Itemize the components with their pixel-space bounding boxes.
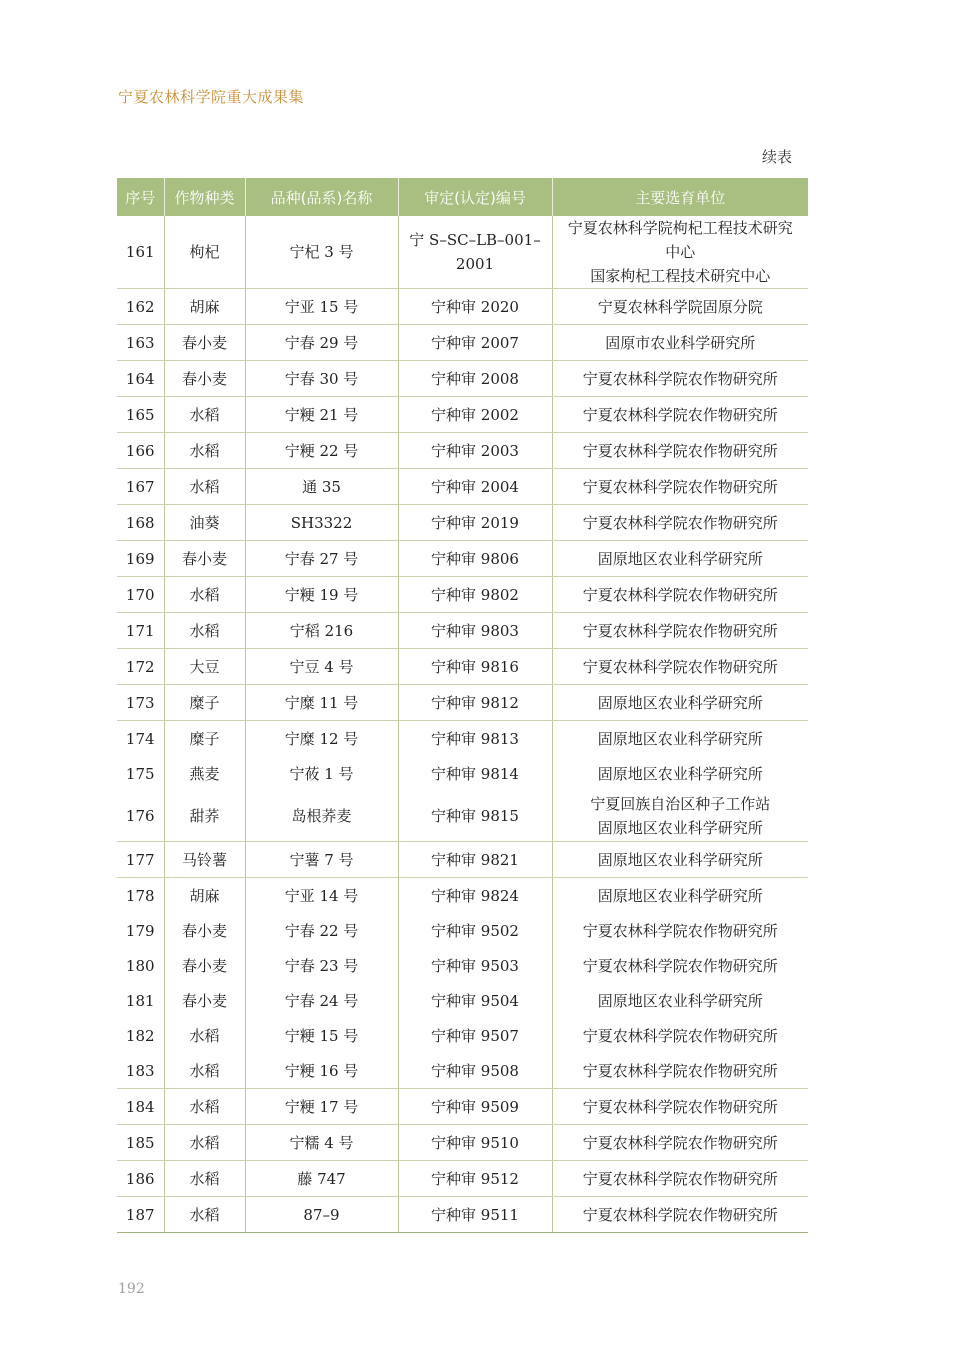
cell-no: 183 [117, 1053, 164, 1089]
cell-variety: SH3322 [245, 505, 398, 541]
cell-no: 186 [117, 1161, 164, 1197]
cell-unit-line: 固原市农业科学研究所 [605, 333, 756, 352]
cell-no: 165 [117, 397, 164, 433]
cell-code [398, 1089, 552, 1125]
cell-code-line: 宁种审 9803 [431, 621, 519, 640]
table-row [117, 433, 808, 469]
cell-no: 181 [125, 991, 155, 1010]
cell-unit-line: 宁夏农林科学院农作物研究所 [582, 441, 778, 460]
cell-unit [552, 613, 808, 649]
cell-variety: 87–9 [245, 1197, 398, 1233]
cell-variety: 宁春 24 号 [245, 983, 398, 1018]
cell-code-line: 宁种审 2004 [431, 477, 519, 496]
cell-code [398, 842, 552, 878]
cell-variety: 宁豆 4 号 [245, 649, 398, 685]
cell-unit [552, 685, 808, 721]
cell-code-line: 宁种审 9816 [431, 657, 519, 676]
cell-code-line: 宁种审 2008 [431, 369, 519, 388]
table-row [117, 1125, 808, 1161]
cell-unit [552, 842, 808, 878]
cell-unit-line: 宁夏农林科学院农作物研究所 [582, 657, 778, 676]
table-row [117, 1053, 808, 1089]
cell-code-line: 宁种审 9508 [431, 1061, 519, 1080]
cell-no: 185 [117, 1125, 164, 1161]
cell-unit [552, 1125, 808, 1161]
table-row [117, 541, 808, 577]
cell-code-line: 宁种审 9802 [431, 585, 519, 604]
cell-crop: 糜子 [164, 721, 245, 757]
cell-code [398, 541, 552, 577]
varieties-table [117, 178, 808, 1233]
table-row [117, 913, 808, 948]
cell-crop: 油葵 [164, 505, 245, 541]
column-header-crop: 作物种类 [164, 178, 245, 216]
cell-variety: 宁粳 15 号 [245, 1018, 398, 1053]
cell-variety: 宁亚 14 号 [245, 878, 398, 914]
cell-code [398, 721, 552, 757]
cell-unit [552, 469, 808, 505]
table-row [117, 948, 808, 983]
cell-code-line: 宁种审 2020 [431, 297, 519, 316]
cell-unit-line: 固原地区农业科学研究所 [597, 850, 763, 869]
cell-unit-line: 宁夏农林科学院农作物研究所 [582, 405, 778, 424]
cell-unit-line: 宁夏农林科学院固原分院 [597, 297, 763, 316]
cell-code-line: 宁种审 9821 [431, 850, 519, 869]
cell-variety: 宁糜 11 号 [245, 685, 398, 721]
cell-no: 163 [117, 325, 164, 361]
cell-code [398, 756, 552, 791]
cell-unit-line: 固原地区农业科学研究所 [597, 693, 763, 712]
cell-code [398, 397, 552, 433]
cell-unit [552, 1161, 808, 1197]
cell-crop: 马铃薯 [164, 842, 245, 878]
cell-crop: 水稻 [164, 397, 245, 433]
cell-no: 179 [125, 921, 155, 940]
cell-unit-line: 国家枸杞工程技术研究中心 [590, 267, 771, 285]
cell-unit [552, 325, 808, 361]
cell-variety: 宁糜 12 号 [245, 721, 398, 757]
cell-crop: 甜荞 [164, 791, 245, 842]
cell-unit-line: 宁夏农林科学院农作物研究所 [582, 956, 778, 975]
cell-no: 162 [117, 289, 164, 325]
cell-code-line: 宁种审 9812 [431, 693, 519, 712]
cell-unit-line: 宁夏农林科学院农作物研究所 [582, 1097, 778, 1116]
cell-crop: 水稻 [164, 1018, 245, 1053]
cell-unit [552, 721, 808, 757]
cell-no: 173 [117, 685, 164, 721]
cell-crop: 水稻 [164, 613, 245, 649]
column-header-variety: 品种(品系)名称 [245, 178, 398, 216]
cell-no: 180 [125, 956, 155, 975]
cell-variety: 岛根荞麦 [245, 791, 398, 842]
cell-crop: 大豆 [164, 649, 245, 685]
cell-unit-line: 宁夏农林科学院农作物研究所 [582, 621, 778, 640]
cell-crop: 春小麦 [164, 913, 245, 948]
table-row [117, 361, 808, 397]
cell-crop: 胡麻 [164, 878, 245, 914]
cell-variety: 宁春 29 号 [245, 325, 398, 361]
cell-code [398, 361, 552, 397]
cell-variety: 宁春 30 号 [245, 361, 398, 397]
cell-code-line: 宁种审 9502 [431, 921, 519, 940]
cell-crop: 胡麻 [164, 289, 245, 325]
cell-code-line: 宁种审 2007 [431, 333, 519, 352]
cell-unit-line: 宁夏农林科学院农作物研究所 [582, 1133, 778, 1152]
cell-unit-line: 固原地区农业科学研究所 [597, 991, 763, 1010]
cell-crop: 春小麦 [164, 948, 245, 983]
cell-code [398, 216, 552, 289]
cell-no: 178 [125, 886, 155, 905]
cell-unit [552, 913, 808, 948]
cell-no: 177 [117, 842, 164, 878]
cell-no: 172 [117, 649, 164, 685]
cell-unit [552, 289, 808, 325]
cell-crop: 燕麦 [164, 756, 245, 791]
table-row [117, 505, 808, 541]
cell-code [398, 469, 552, 505]
cell-variety: 宁春 27 号 [245, 541, 398, 577]
cell-code [398, 878, 552, 914]
cell-unit-line: 固原地区农业科学研究所 [597, 819, 763, 837]
table-row [117, 791, 808, 842]
table-row [117, 577, 808, 613]
cell-crop: 春小麦 [164, 361, 245, 397]
table-row [117, 1197, 808, 1233]
cell-unit-line: 固原地区农业科学研究所 [597, 729, 763, 748]
cell-code-line: 宁种审 9813 [431, 729, 519, 748]
table-row [117, 469, 808, 505]
cell-no: 168 [117, 505, 164, 541]
table-row [117, 685, 808, 721]
column-header-unit: 主要选育单位 [552, 178, 808, 216]
cell-no: 184 [117, 1089, 164, 1125]
cell-variety: 宁粳 16 号 [245, 1053, 398, 1089]
cell-no: 171 [117, 613, 164, 649]
cell-crop: 枸杞 [164, 216, 245, 289]
cell-code [398, 1053, 552, 1089]
cell-variety: 宁稻 216 [245, 613, 398, 649]
cell-code [398, 1125, 552, 1161]
cell-unit-line: 宁夏农林科学院农作物研究所 [582, 513, 778, 532]
cell-variety: 宁粳 19 号 [245, 577, 398, 613]
cell-code-line: 宁种审 2002 [431, 405, 519, 424]
cell-unit [552, 649, 808, 685]
cell-variety: 宁粳 22 号 [245, 433, 398, 469]
cell-no: 182 [125, 1026, 155, 1045]
cell-unit-line: 宁夏农林科学院农作物研究所 [582, 1026, 778, 1045]
cell-unit-line: 固原地区农业科学研究所 [597, 886, 763, 905]
cell-unit-line: 固原地区农业科学研究所 [597, 549, 763, 568]
cell-code [398, 1197, 552, 1233]
book-title: 宁夏农林科学院重大成果集 [118, 88, 305, 106]
cell-code [398, 577, 552, 613]
table-row [117, 397, 808, 433]
cell-unit [552, 577, 808, 613]
table-row [117, 325, 808, 361]
cell-unit-line: 宁夏农林科学院农作物研究所 [582, 1169, 778, 1188]
cell-code [398, 325, 552, 361]
cell-unit-line: 宁夏农林科学院农作物研究所 [582, 1205, 778, 1224]
cell-unit [552, 878, 808, 914]
cell-crop: 水稻 [164, 469, 245, 505]
cell-variety: 宁春 23 号 [245, 948, 398, 983]
cell-unit-line: 宁夏农林科学院枸杞工程技术研究 [567, 219, 793, 237]
cell-code [398, 289, 552, 325]
cell-code-line: 宁种审 9510 [431, 1133, 519, 1152]
cell-code [398, 913, 552, 948]
cell-unit [552, 541, 808, 577]
cell-variety: 宁粳 21 号 [245, 397, 398, 433]
table-header-row [117, 178, 808, 216]
cell-code-line: 宁种审 9806 [431, 549, 519, 568]
cell-code [398, 948, 552, 983]
table-body [117, 216, 808, 1233]
cell-code-line: 宁种审 9511 [431, 1205, 519, 1224]
cell-code [398, 505, 552, 541]
cell-crop: 水稻 [164, 577, 245, 613]
cell-crop: 春小麦 [164, 325, 245, 361]
page-number: 192 [118, 1281, 145, 1297]
cell-code-line: 宁种审 9509 [431, 1097, 519, 1116]
continued-label: 续表 [762, 148, 793, 166]
cell-code-line: 宁种审 9815 [431, 807, 519, 825]
cell-code-line: 宁种审 2019 [431, 513, 519, 532]
cell-code [398, 433, 552, 469]
cell-code-line: 宁种审 2003 [431, 441, 519, 460]
table-row [117, 983, 808, 1018]
cell-unit-line: 宁夏农林科学院农作物研究所 [582, 1061, 778, 1080]
cell-no: 176 [117, 791, 164, 842]
cell-no: 167 [117, 469, 164, 505]
cell-variety: 宁糯 4 号 [245, 1125, 398, 1161]
cell-code [398, 685, 552, 721]
cell-code [398, 649, 552, 685]
column-header-code: 审定(认定)编号 [398, 178, 552, 216]
cell-crop: 糜子 [164, 685, 245, 721]
cell-unit [552, 216, 808, 289]
cell-code [398, 791, 552, 842]
cell-crop: 水稻 [164, 1197, 245, 1233]
cell-crop: 水稻 [164, 1089, 245, 1125]
table-row [117, 289, 808, 325]
cell-unit-line: 宁夏农林科学院农作物研究所 [582, 585, 778, 604]
cell-unit [552, 1197, 808, 1233]
cell-variety: 宁杞 3 号 [245, 216, 398, 289]
cell-unit [552, 983, 808, 1018]
cell-crop: 水稻 [164, 1125, 245, 1161]
cell-unit [552, 433, 808, 469]
table-row [117, 756, 808, 791]
cell-variety: 藤 747 [245, 1161, 398, 1197]
cell-variety: 宁春 22 号 [245, 913, 398, 948]
cell-unit-line: 宁夏农林科学院农作物研究所 [582, 477, 778, 496]
cell-no: 174 [125, 729, 155, 748]
column-header-no: 序号 [117, 178, 164, 216]
cell-no: 166 [117, 433, 164, 469]
cell-crop: 春小麦 [164, 983, 245, 1018]
cell-unit [552, 948, 808, 983]
cell-unit [552, 1018, 808, 1053]
cell-code-line: 宁种审 9504 [431, 991, 519, 1010]
table-row [117, 1018, 808, 1053]
cell-variety: 通 35 [245, 469, 398, 505]
cell-unit-line: 中心 [665, 243, 696, 261]
cell-unit [552, 1089, 808, 1125]
cell-variety: 宁粳 17 号 [245, 1089, 398, 1125]
cell-unit-line: 宁夏回族自治区种子工作站 [590, 795, 771, 813]
cell-code-line: 宁 S–SC–LB–001– [409, 231, 541, 249]
cell-code-line: 宁种审 9507 [431, 1026, 519, 1045]
cell-unit-line: 宁夏农林科学院农作物研究所 [582, 921, 778, 940]
cell-no: 164 [117, 361, 164, 397]
cell-unit-line: 宁夏农林科学院农作物研究所 [582, 369, 778, 388]
table-row [117, 1161, 808, 1197]
cell-code [398, 613, 552, 649]
table-row [117, 842, 808, 878]
table-row [117, 649, 808, 685]
cell-unit-line: 固原地区农业科学研究所 [597, 764, 763, 783]
cell-no: 169 [117, 541, 164, 577]
cell-no: 175 [125, 764, 155, 783]
cell-crop: 春小麦 [164, 541, 245, 577]
cell-crop: 水稻 [164, 1053, 245, 1089]
cell-unit [552, 397, 808, 433]
cell-variety: 宁薯 7 号 [245, 842, 398, 878]
cell-variety: 宁亚 15 号 [245, 289, 398, 325]
cell-code-line: 宁种审 9824 [431, 886, 519, 905]
cell-unit [552, 361, 808, 397]
table-row [117, 721, 808, 757]
cell-code [398, 1018, 552, 1053]
cell-code [398, 1161, 552, 1197]
cell-code [398, 983, 552, 1018]
table-row [117, 216, 808, 289]
cell-unit [552, 756, 808, 791]
cell-crop: 水稻 [164, 433, 245, 469]
table-row [117, 878, 808, 914]
cell-unit [552, 791, 808, 842]
table-row [117, 1089, 808, 1125]
cell-no: 161 [117, 216, 164, 289]
table-row [117, 613, 808, 649]
cell-code-line: 2001 [455, 255, 495, 273]
cell-crop: 水稻 [164, 1161, 245, 1197]
cell-code-line: 宁种审 9814 [431, 764, 519, 783]
cell-no: 170 [117, 577, 164, 613]
cell-code-line: 宁种审 9512 [431, 1169, 519, 1188]
cell-unit [552, 505, 808, 541]
cell-unit [552, 1053, 808, 1089]
cell-variety: 宁莜 1 号 [245, 756, 398, 791]
cell-code-line: 宁种审 9503 [431, 956, 519, 975]
cell-no: 187 [117, 1197, 164, 1233]
